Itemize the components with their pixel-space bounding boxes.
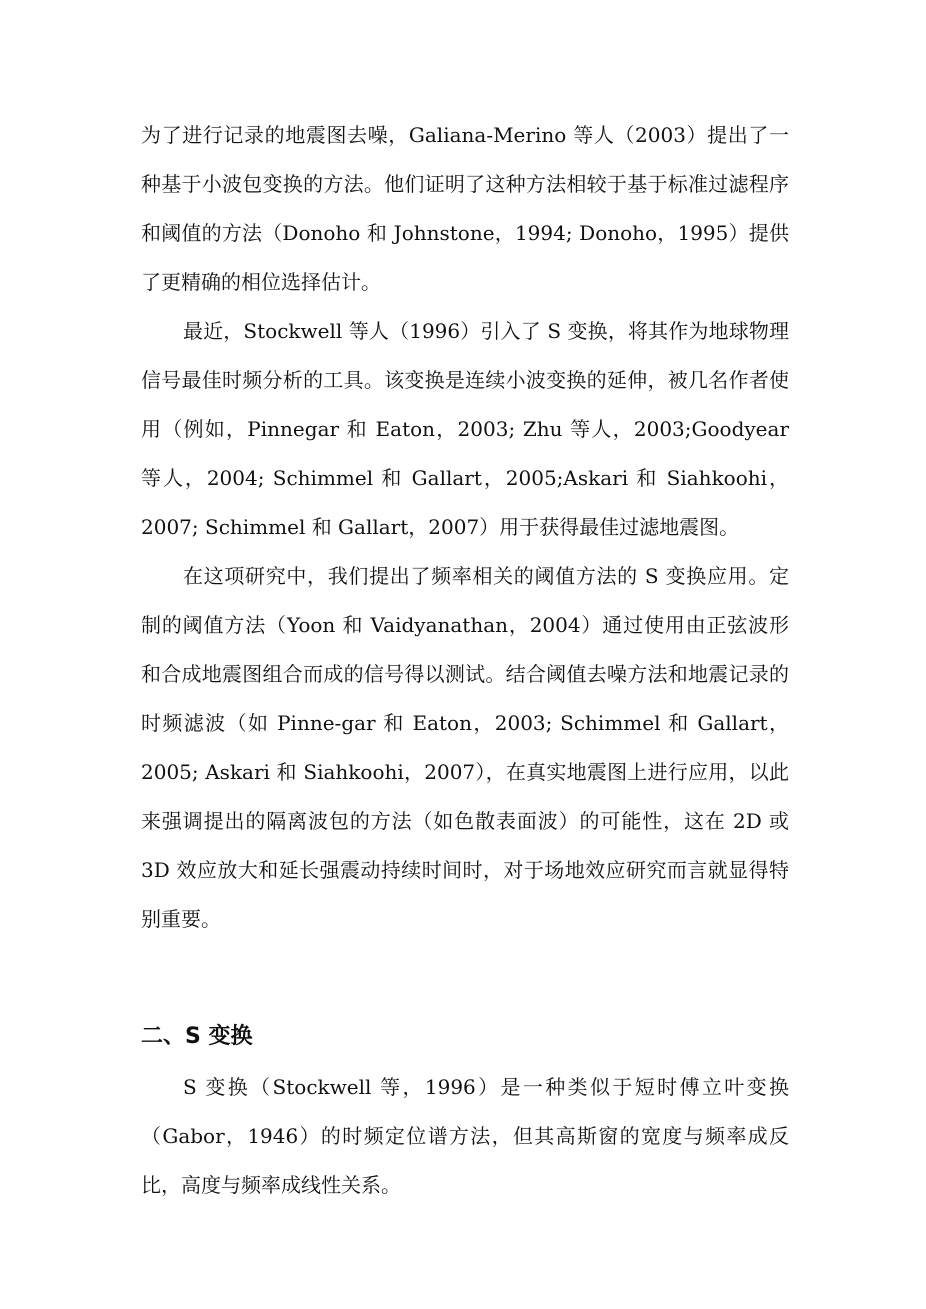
paragraph-s-transform-definition: S 变换（Stockwell 等，1996）是一种类似于短时傅立叶变换（Gabor，1946）的时频定位谱方法，但其高斯窗的宽度与频率成反比，高度与频率成线性关系。	[141, 1075, 789, 1197]
paragraph-denoising-intro: 为了进行记录的地震图去噪，Galiana-Merino 等人（2003）提出了一种基于小波包变换的方法。他们证明了这种方法相较于基于标准过滤程序和阈值的方法（Donoho 和 Johnstone，1994; Donoho，1995）提供了更精确的相位选择估计。	[141, 123, 789, 294]
paragraph-s-transform-history: 最近，Stockwell 等人（1996）引入了 S 变换，将其作为地球物理信号最佳时频分析的工具。该变换是连续小波变换的延伸，被几名作者使用（例如，Pinnegar 和 Eaton，2003; Zhu 等人，2003;Goodyear 等人，2004; Schimmel 和 Gallart，2005;Askari 和 Siahkoohi，2007; Schimmel 和 Gallart，2007）用于获得最佳过滤地震图。	[141, 319, 789, 539]
document-body	[141, 111, 789, 1210]
paragraph-study-overview: 在这项研究中，我们提出了频率相关的阈值方法的 S 变换应用。定制的阈值方法（Yoon 和 Vaidyanathan，2004）通过使用由正弦波形和合成地震图组合而成的信号得以测试。结合阈值去噪方法和地震记录的时频滤波（如 Pinne-gar 和 Eaton，2003; Schimmel 和 Gallart，2005; Askari 和 Siahkoohi，2007），在真实地震图上进行应用，以此来强调提出的隔离波包的方法（如色散表面波）的可能性，这在 2D 或 3D 效应放大和延长强震动持续时间时，对于场地效应研究而言就显得特别重要。	[141, 564, 789, 931]
section-heading-s-transform: 二、S 变换	[141, 1024, 253, 1049]
